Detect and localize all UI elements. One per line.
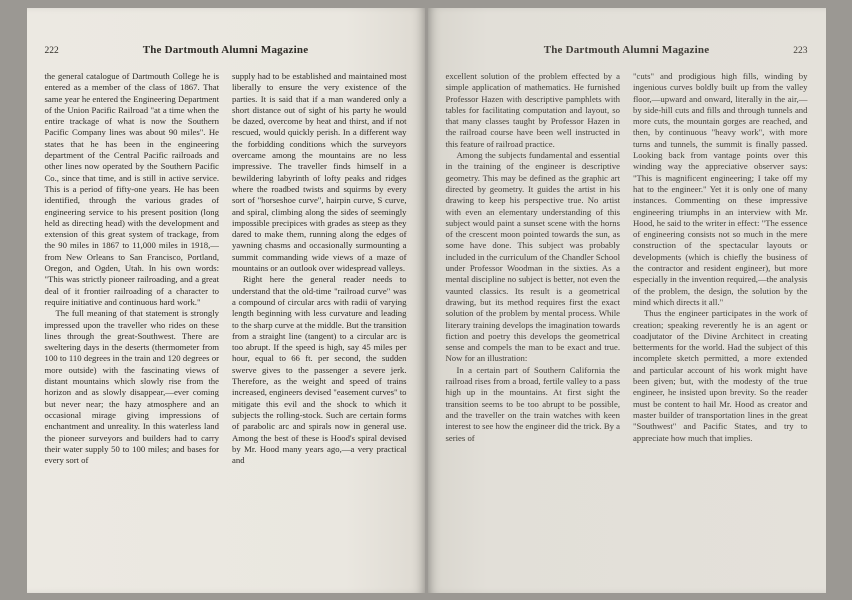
page-223	[428, 8, 826, 593]
paragraph: the general catalogue of Dartmouth College he is entered as a member of the class of 1867. That same year he entered the Engineering Department of the Union Pacific Railroad "at a time when the entire trackage of what is now the Southern Pacific Company lines was about 90 miles". He states that he has been in the engineering department of the Central Pacific railroads and other lines now operated by the Southern Pacific Co., since that time, and is still in active service. This is a period of fifty-one years. He has been identified, through the various grades of engineering service to his present position (long held as directing head) with the development and extension of this great system of trackage, from the 90 miles in 1867 to 11,000 miles in 1918,—from New Orleans to San Francisco, Portland, Oregon, and Ogden, Utah. In his own words: "This was strictly pioneer railroading, and a great deal of it frontier railroading of a character to require initiative and continuous hard work."	[44, 71, 219, 307]
paragraph: excellent solution of the problem effected by a simple application of mathematics. He furnished Professor Hazen with descriptive pamphlets with tables for facilitating computation and layout, so that many classes taught by Professor Hazen in the railroad course have been well instructed in this feature of railroad practice.	[445, 71, 620, 149]
magazine-title: The Dartmouth Alumni Magazine	[142, 44, 309, 56]
magazine-title: The Dartmouth Alumni Magazine	[543, 44, 710, 56]
paragraph: Among the subjects fundamental and essential in the training of the engineer is descriptive geometry. This may be defined as the graphic art directed by geometry. It guides the artist in his drawing to keep his perspective true. No artist with even an elementary understanding of this subject would paint a sunset scene with the horns of the crescent moon pointed towards the sun, as some have done. This subject was probably included in the curriculum of the Chandler School under Professor Woodman in the sixties. As a mental discipline no subject is better, not even the vaunted classics. Its result is a geometrical drawing, but its method requires first the exact solution of the problem by mental process. While literary training develops the imagination towards fiction and poetry this develops the geometrical sense and compels the man to be exact and true. Now for an illustration:	[445, 150, 620, 364]
text-column	[633, 71, 808, 444]
paragraph: In a certain part of Southern California the railroad rises from a broad, fertile valley to a pass high up in the mountains. At first sight the transition seems to be too abrupt to be possible, and the traveller on the train watches with keen interest to see how the engineer did the trick. By a series of	[445, 364, 620, 443]
page-body-right	[446, 71, 808, 444]
page-number-left: 222	[44, 46, 59, 56]
paragraph: "cuts" and prodigious high fills, winding by ingenious curves boldly built up from the valley floor,—upward and onward, literally in the air,—by side-hill cuts and fills and through tunnels and more cuts, the mountain gorges are reached, and then, by continuous "heavy work", with more turns and tunnels, the summit is finally passed. Looking back from vantage points over this winding way the appreciative observer says: "This is magnificent engineering; I take off my hat to the engineer." Yet it is only one of many instances. Commenting on these impressive engineering triumphs in an interview with Mr. Hood, he said to the writer in effect: "The essence of engineering consists not so much in the mere construction of the spectacular layouts or developments (which is chiefly the business of the contractor and resident engineer), but more especially in the invention required,—the analysis of the problem, the design, the solution by the mind which directs it all."	[633, 71, 808, 307]
text-column	[232, 71, 407, 466]
page-header-right	[446, 44, 808, 56]
paragraph: Thus the engineer participates in the work of creation; speaking reverently he is an agent or coadjutator of the Divine Architect in creating betterments for the world. Had the subject of this incomplete sketch permitted, a more extended and particular account of his work might have been given; but, with the modesty of the true engineer, he insisted upon brevity. So the reader must be content to hail Mr. Hood as creator and master builder of transportation lines in the great "Southwest" and Pacific States, and try to appreciate how much that implies.	[633, 308, 808, 443]
page-number-right: 223	[793, 46, 808, 56]
text-column	[45, 71, 220, 466]
paragraph: Right here the general reader needs to understand that the old-time "railroad curve" was a compound of circular arcs with radii of varying length beginning with less curvature and leading to the sharp curve at the middle. But the transition from a straight line (tangent) to a circular arc is too abrupt. If the speed is high, say 45 miles per hour, equal to 66 ft. per second, the sudden swerve gives to the passenger a severe jerk. Therefore, as the weight and speed of trains increased, engineers devised "easement curves" to mitigate this evil and the shock to which it subjects the rolling-stock. Such are certain forms of parabolic arc and spirals now in general use. Among the best of these is Hood's spiral devised by Mr. Hood many years ago,—a very practical and	[232, 274, 407, 466]
paragraph: The full meaning of that statement is strongly impressed upon the traveller who rides on these lines through the great-Southwest. There are sweltering days in the deserts (thermometer from 100 to 110 degrees in the train and 120 degrees or more outside) with the fascinating views of distant mountains which slowly rise from the horizon and as slowly disappear,—ever coming but never near; the hazy atmosphere and an occasional mirage giving impressions of enchantment and unreality. In this waterless land the pioneer surveyors and builders had to carry their water supply 50 to 100 miles; and bases for every sort of	[44, 308, 219, 466]
text-column	[446, 71, 621, 444]
page-222	[27, 8, 425, 593]
page-header-left	[45, 44, 407, 56]
paragraph: supply had to be established and maintained most liberally to ensure the very existence of the parties. It is said that if a man wandered only a short distance out of sight of his party he would be dazed, overcome by heat and thirst, and if not rescued, would quickly perish. In a different way the forbidding conditions which the surveyors overcame among the mountains are no less impressive. The traveller finds himself in a bewildering labyrinth of lofty peaks and ridges where the roadbed twists and squirms by every sort of "horseshoe curve", hairpin curve, S curve, and spiral, climbing along the sides of seemingly impossible precipices with grades as steep as they dared to make them, running along the edges of yawning chasms and occasionally surmounting a summit commanding wide views of a maze of mountains or an outlook over widespread valleys.	[232, 71, 407, 274]
page-body-left	[45, 71, 407, 466]
